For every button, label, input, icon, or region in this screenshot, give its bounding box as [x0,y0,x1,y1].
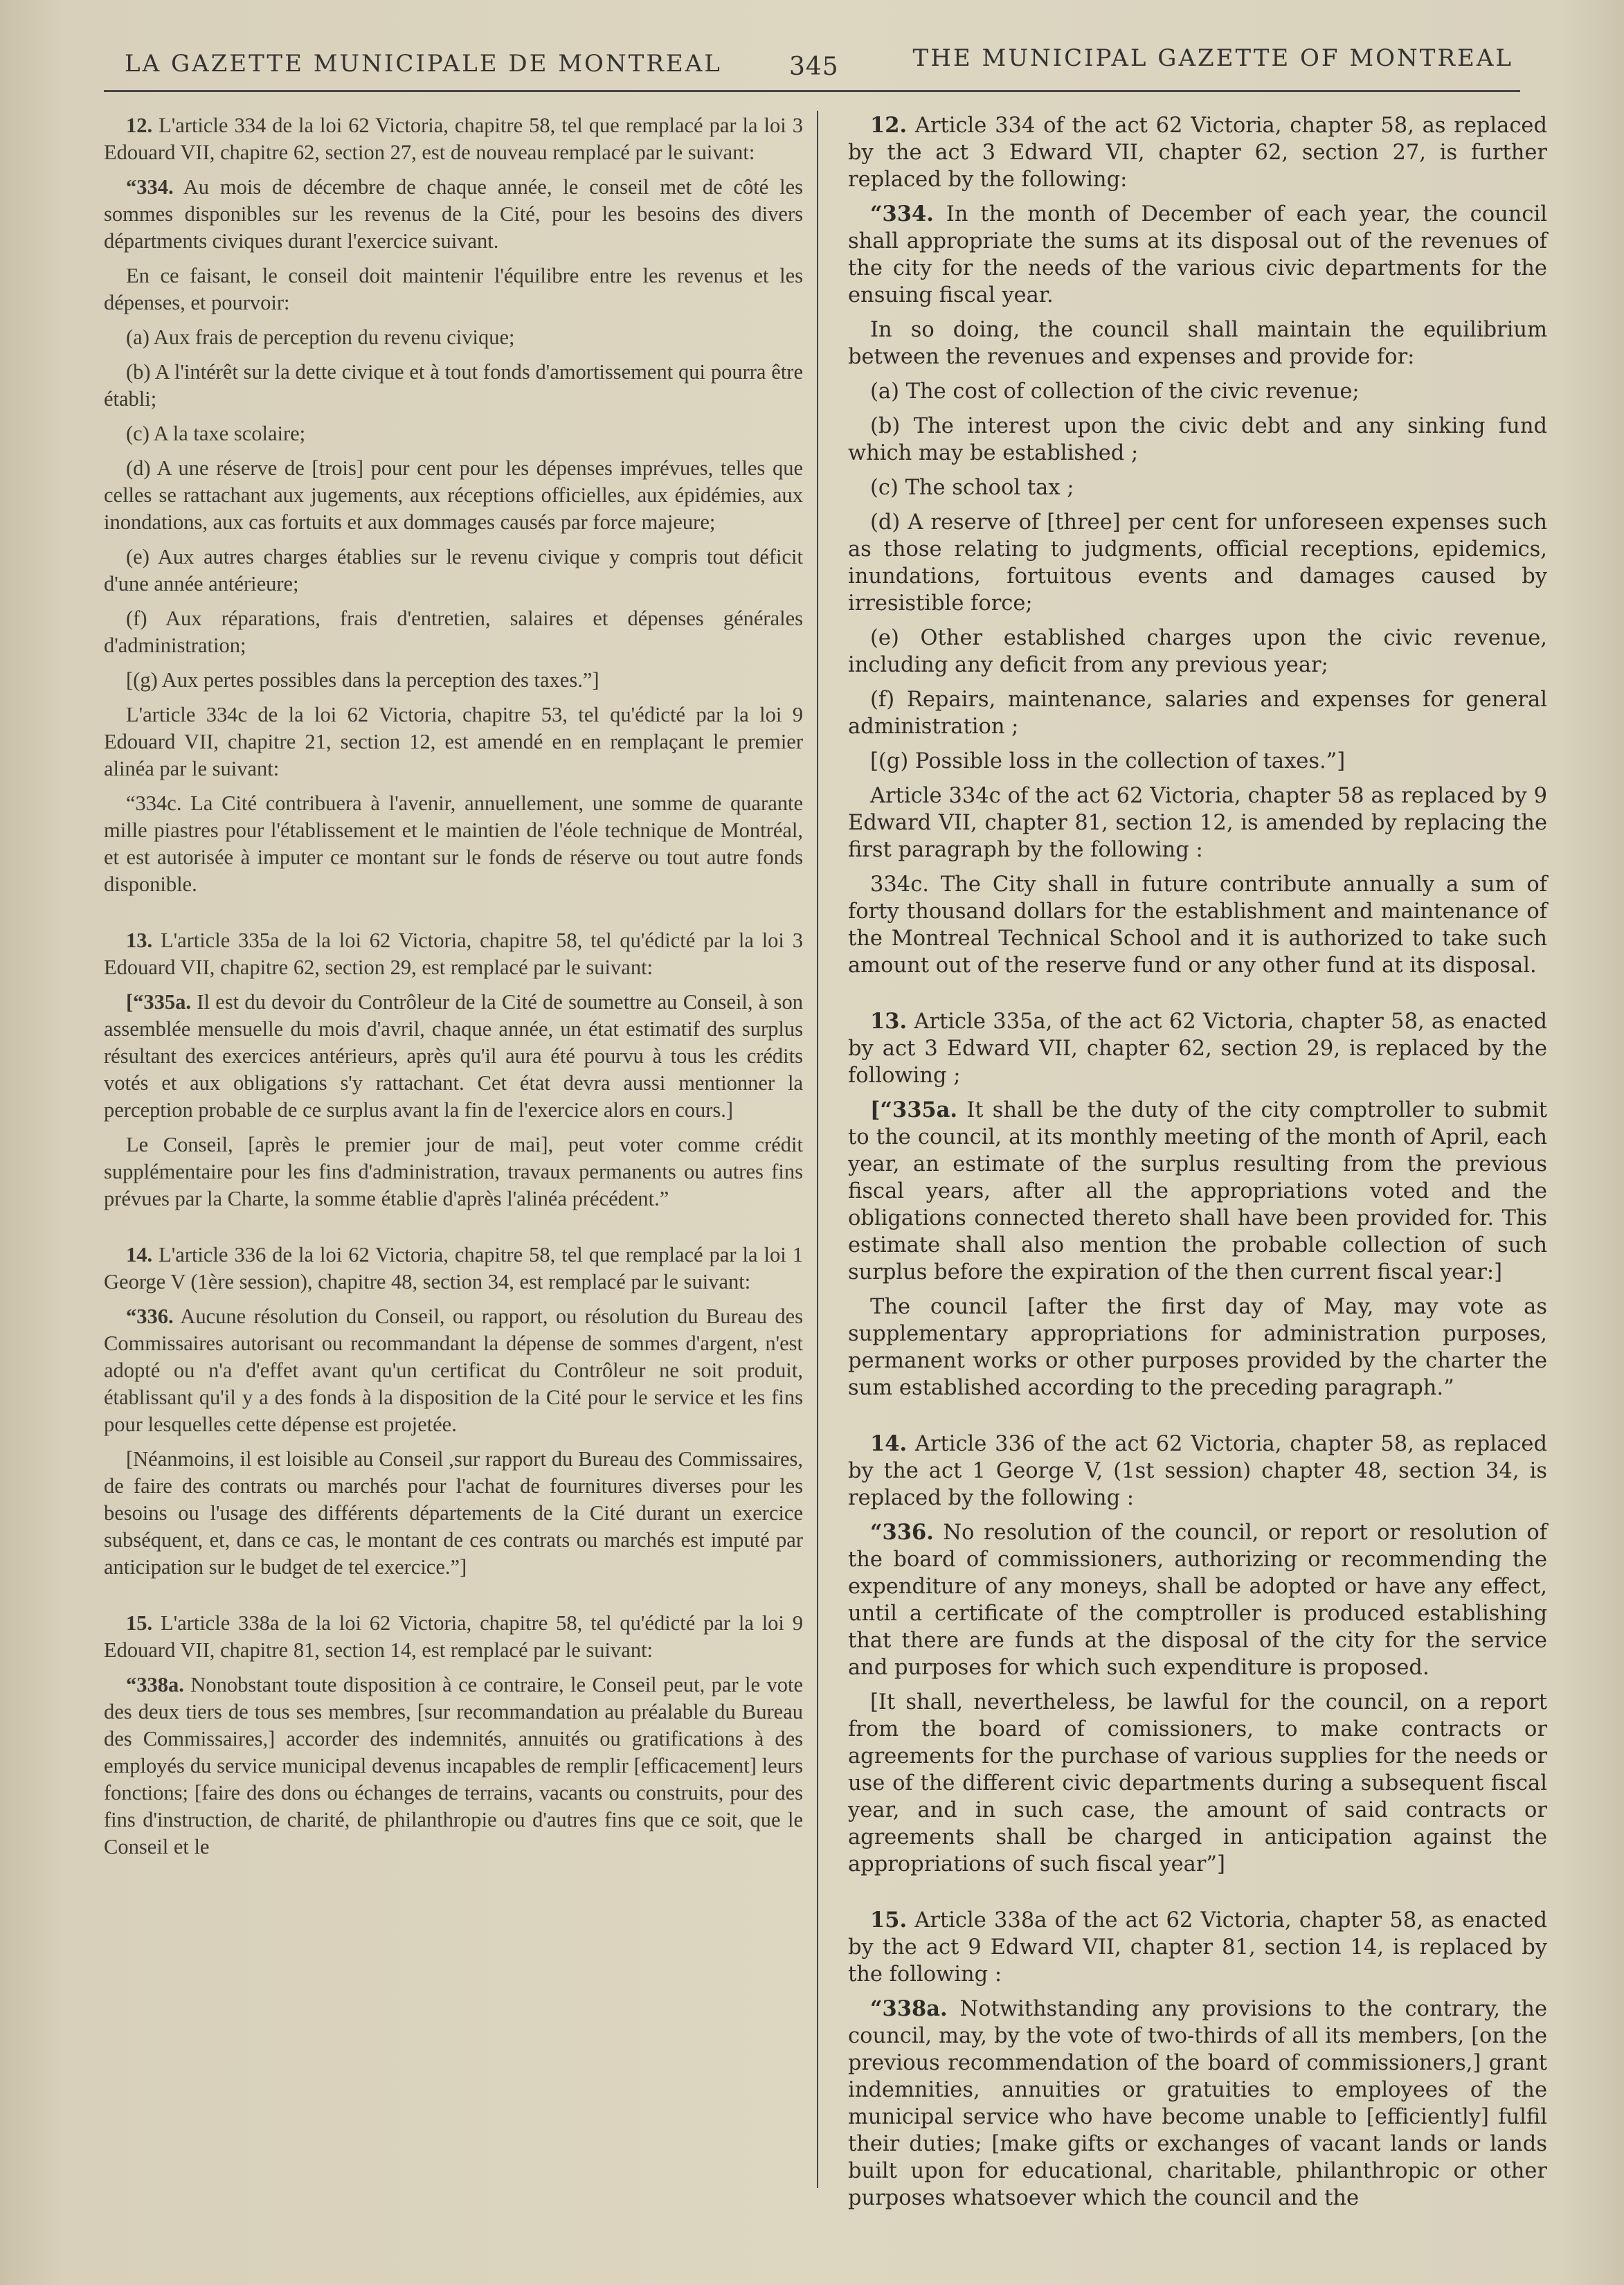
english-section-number: 15. [870,1908,908,1933]
english-paragraph-text: [(g) Possible loss in the collection of taxes.”] [870,749,1346,773]
english-paragraph [848,509,1547,617]
french-paragraph [104,174,803,255]
english-paragraph [848,1431,1547,1512]
english-paragraph-text: (f) Repairs, maintenance, salaries and expenses for general administration ; [848,688,1547,739]
english-paragraph-text: (d) A reserve of [three] per cent for unforeseen expenses such as those relating to judgments, official receptions, epidemics, inundations, fortuitous events and damages caused by irresistible force; [848,510,1547,616]
english-paragraph-text: Article 334c of the act 62 Victoria, chapter 58 as replaced by 9 Edward VII, chapter 81, section 12, is amended by replacing the first paragraph by the following : [848,784,1547,862]
french-paragraph [104,1446,803,1581]
english-paragraph [848,625,1547,679]
french-paragraph-text: En ce faisant, le conseil doit maintenir l'équilibre entre les revenus et les dépenses, et pourvoir: [104,264,803,314]
french-section-number: 14. [126,1243,153,1266]
english-paragraph-text: Article 335a, of the act 62 Victoria, chapter 58, as enacted by act 3 Edward VII, chapter 62, section 29, is replaced by the following ; [848,1010,1547,1088]
french-paragraph-text: L'article 334c de la loi 62 Victoria, chapitre 53, tel qu'édicté par la loi 9 Edouard VII, chapitre 21, section 12, est amendé en en remplaçant le premier alinéa par le suivant: [104,703,803,780]
english-paragraph-text: In so doing, the council shall maintain the equilibrium between the revenues and expenses and provide for: [848,318,1547,369]
french-paragraph [104,605,803,659]
french-paragraph-text: Nonobstant toute disposition à ce contraire, le Conseil peut, par le vote des deux tiers de tous ses membres, [sur recommandation au préalable du Bureau des Commissaires,] accorder des indemnités, annuités ou gratifications à des employés du service municipal devenus incapables de remplir [efficacement] leurs fonctions; [faire des dons ou échanges de terrains, vacants ou construits, pour des fins d'instruction, de charité, de philanthropie ou d'autres fins que ce soit, que le Conseil et le [104,1673,803,1858]
english-paragraph [848,474,1547,501]
english-paragraph [848,748,1547,775]
english-paragraph-text: [It shall, nevertheless, be lawful for the council, on a report from the board of comissioners, to make contracts or agreements for the purchase of various supplies for the needs or use of the different civic departments during a subsequent fiscal year, and in such case, the amount of said contracts or agreements shall be charged in anticipation against the appropriations of such fiscal year”] [848,1690,1547,1876]
english-section-number: “334. [870,201,934,226]
french-paragraph [104,455,803,536]
english-paragraph-text: Notwithstanding any provisions to the contrary, the council, may, by the vote of two-thirds of all its members, [on the previous recommendation of the board of commissioners,] grant indemnities, annuities or gratuities to employees of the municipal service who have become unable to [efficiently] fulfil their duties; [make gifts or exchanges of vacant lands or lands built upon for educational, charitable, philanthropic or other purposes whatsoever which the council and the [848,1997,1547,2210]
english-paragraph-text: Article 334 of the act 62 Victoria, chapter 58, as replaced by the act 3 Edward VII, chapter 62, section 27, is further replaced by the following: [848,114,1547,192]
french-section-number: 13. [126,929,153,952]
french-paragraph-text: Le Conseil, [après le premier jour de mai], peut voter comme crédit supplémentaire pour les fins d'administration, travaux permanents ou autres fins prévues par la Charte, la somme établie d'après l'alinéa précédent.” [104,1133,803,1210]
header-rule [104,90,1520,92]
english-paragraph [848,378,1547,405]
english-paragraph [848,413,1547,467]
french-paragraph [104,1610,803,1664]
header-french-title: LA GAZETTE MUNICIPALE DE MONTREAL [125,50,722,78]
french-paragraph [104,790,803,898]
french-paragraph-text: L'article 338a de la loi 62 Victoria, chapitre 58, tel qu'édicté par la loi 9 Edouard VII, chapitre 81, section 14, est remplacé par le suivant: [104,1611,803,1662]
column-divider [817,111,818,2188]
english-section-number: “336. [870,1520,934,1545]
french-paragraph [104,927,803,981]
english-paragraph-text: The council [after the first day of May, may vote as supplementary appropriations for administration purposes, permanent works or other purposes provided by the charter the sum established according to the preceding paragraph.” [848,1295,1547,1400]
french-paragraph-text: (a) Aux frais de perception du revenu civique; [126,325,515,349]
french-paragraph-text: Il est du devoir du Contrôleur de la Cité de soumettre au Conseil, à son assemblée mensuelle du mois d'avril, chaque année, un état estimatif des surplus résultant des exercices antérieurs, après qu'il aura été pourvu à tous les crédits votés et aux obligations s'y rattachant. Cet état devra aussi mentionner la perception probable de ce surplus avant la fin de l'exercice alors en cours.] [104,990,803,1122]
french-column [104,112,803,1868]
english-paragraph-text: (a) The cost of collection of the civic revenue; [870,379,1360,404]
english-paragraph [848,1008,1547,1089]
french-paragraph-text: Aucune résolution du Conseil, ou rapport, ou résolution du Bureau des Commissaires autorisant ou recommandant la dépense de sommes d'argent, n'est adopté ou n'a d'effet avant qu'un certificat du Contrôleur ne soit produit, établissant qu'il y a des fonds à la disposition de la Cité pour le service et les fins pour lesquelles cette dépense est projetée. [104,1305,803,1436]
french-paragraph [104,420,803,447]
header-english-title: THE MUNICIPAL GAZETTE OF MONTREAL [912,44,1513,72]
english-paragraph-text: 334c. The City shall in future contribute annually a sum of forty thousand dollars for the establishment and maintenance of the Montreal Technical School and it is authorized to take such amount out of the reserve fund or any other fund at its disposal. [848,872,1547,978]
french-section-number: “336. [126,1305,174,1328]
english-section-number: [“335a. [870,1097,958,1122]
english-paragraph [848,782,1547,863]
french-paragraph-text: Au mois de décembre de chaque année, le conseil met de côté les sommes disponibles sur les revenus de la Cité, pour les besoins des divers départments civiques durant l'exercice suivant. [104,175,803,253]
french-paragraph [104,1672,803,1861]
english-paragraph [848,686,1547,740]
french-paragraph [104,112,803,166]
french-paragraph [104,1131,803,1212]
page-number: 345 [789,53,839,81]
french-paragraph [104,701,803,782]
english-paragraph [848,1519,1547,1681]
english-paragraph [848,1907,1547,1988]
english-paragraph-text: No resolution of the council, or report or resolution of the board of commissioners, authorizing or recommending the expenditure of any moneys, shall be adopted or have any effect, until a certificate of the comptroller is produced establishing that there are funds at the disposal of the city for the service and purposes for which such expenditure is proposed. [848,1521,1547,1680]
french-paragraph [104,1303,803,1438]
english-paragraph-text: (c) The school tax ; [870,476,1074,500]
english-paragraph [848,871,1547,979]
french-section-number: [“335a. [126,990,192,1014]
english-paragraph [848,201,1547,309]
french-paragraph-text: L'article 336 de la loi 62 Victoria, chapitre 58, tel que remplacé par la loi 1 George V (1ère session), chapitre 48, section 34, est remplacé par le suivant: [104,1243,803,1293]
french-paragraph-text: (b) A l'intérêt sur la dette civique et à tout fonds d'amortissement qui pourra être établi; [104,360,803,411]
english-paragraph [848,112,1547,193]
french-paragraph [104,989,803,1124]
english-paragraph [848,1996,1547,2212]
english-paragraph [848,1293,1547,1401]
english-paragraph-text: Article 336 of the act 62 Victoria, chapter 58, as replaced by the act 1 George V, (1st session) chapter 48, section 34, is replaced by the following : [848,1432,1547,1510]
english-column [848,112,1547,2219]
french-paragraph-text: (e) Aux autres charges établies sur le revenu civique y compris tout déficit d'une année antérieure; [104,545,803,595]
french-section-number: 12. [126,114,153,137]
french-paragraph-text: (f) Aux réparations, frais d'entretien, salaires et dépenses générales d'administration; [104,607,803,657]
french-section-number: 15. [126,1611,153,1635]
french-paragraph [104,544,803,598]
french-paragraph [104,667,803,694]
french-paragraph-text: (d) A une réserve de [trois] pour cent pour les dépenses imprévues, telles que celles se rattachant aux jugements, aux réceptions officielles, aux épidémies, aux inondations, aux cas fortuits et aux dommages causés par force majeure; [104,456,803,534]
french-section-number: “334. [126,175,174,199]
english-paragraph [848,316,1547,370]
french-paragraph-text: L'article 335a de la loi 62 Victoria, chapitre 58, tel qu'édicté par la loi 3 Edouard VII, chapitre 62, section 29, est remplacé par le suivant: [104,929,803,979]
english-section-number: 13. [870,1009,908,1034]
english-paragraph-text: Article 338a of the act 62 Victoria, chapter 58, as enacted by the act 9 Edward VII, chapter 81, section 14, is replaced by the following : [848,1908,1547,1987]
french-paragraph-text: “334c. La Cité contribuera à l'avenir, annuellement, une somme de quarante mille piastres pour l'établissement et le maintien de l'éole technique de Montréal, et est autorisée à imputer ce montant sur le fonds de réserve ou tout autre fonds disponible. [104,791,803,896]
english-paragraph [848,1689,1547,1878]
french-section-number: “338a. [126,1673,184,1696]
english-section-number: “338a. [870,1996,948,2021]
french-paragraph [104,324,803,351]
french-paragraph-text: [Néanmoins, il est loisible au Conseil ,sur rapport du Bureau des Commissaires, de faire des contrats ou marchés pour l'achat de fournitures diverses pour les besoins ou l'usage des différents départements de la Cité durant un exercice subséquent, et, dans ce cas, le montant de ces contrats ou marchés est imputé par anticipation sur le budget de tel exercice.”] [104,1447,803,1579]
french-paragraph-text: L'article 334 de la loi 62 Victoria, chapitre 58, tel que remplacé par la loi 3 Edouard VII, chapitre 62, section 27, est de nouveau remplacé par le suivant: [104,114,803,164]
french-paragraph-text: (c) A la taxe scolaire; [126,422,306,445]
running-header [125,43,1513,91]
english-paragraph [848,1097,1547,1286]
english-section-number: 12. [870,113,908,138]
english-section-number: 14. [870,1431,908,1456]
english-paragraph-text: (e) Other established charges upon the civic revenue, including any deficit from any previous year; [848,626,1547,677]
french-paragraph [104,359,803,413]
french-paragraph [104,1242,803,1296]
english-paragraph-text: In the month of December of each year, the council shall appropriate the sums at its disposal out of the revenues of the city for the needs of the various civic departments for the ensuing fiscal year. [848,202,1547,307]
french-paragraph-text: [(g) Aux pertes possibles dans la perception des taxes.”] [126,668,599,692]
french-paragraph [104,262,803,316]
english-paragraph-text: It shall be the duty of the city comptroller to submit to the council, at its monthly meeting of the month of April, each year, an estimate of the surplus resulting from the previous fiscal years, after all the appropriations voted and the obligations connected thereto shall have been provided for. This estimate shall also mention the probable collection of such surplus before the expiration of the then current fiscal year:] [848,1098,1547,1284]
english-paragraph-text: (b) The interest upon the civic debt and any sinking fund which may be established ; [848,414,1547,465]
